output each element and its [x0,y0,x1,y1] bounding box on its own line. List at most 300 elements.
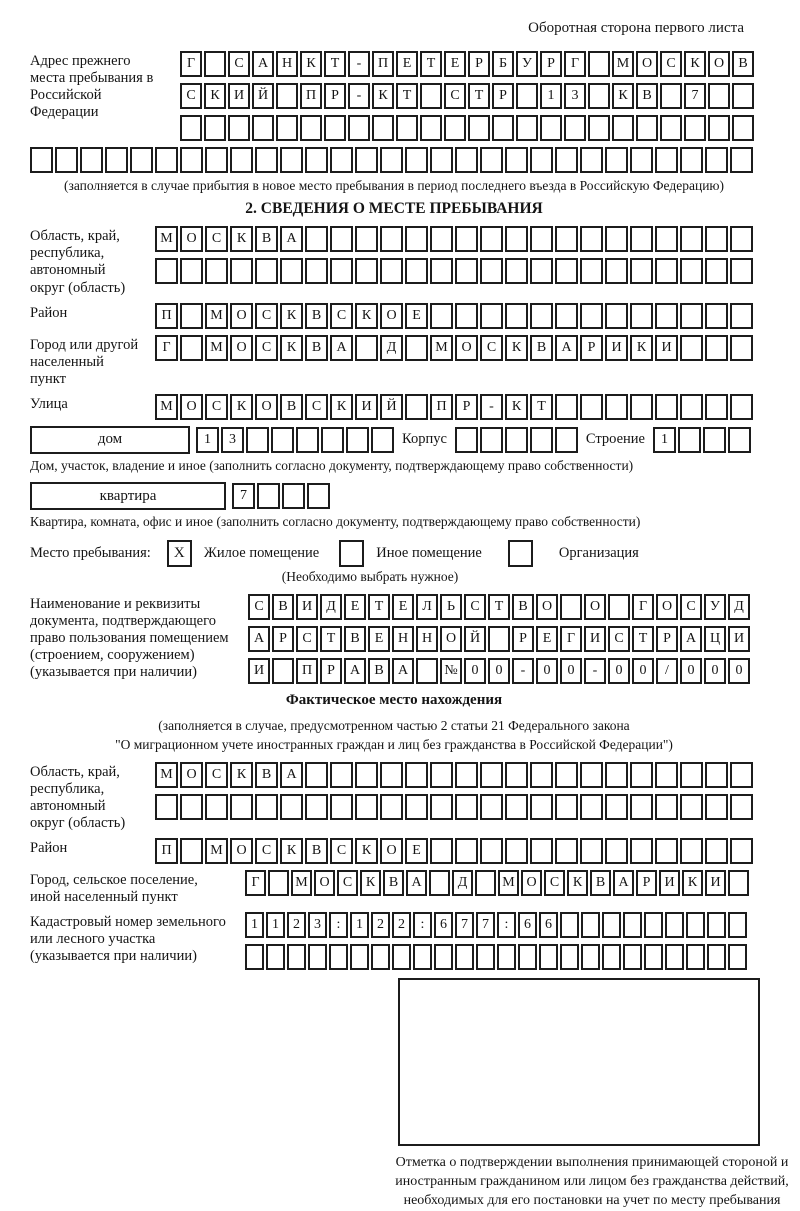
char-cell[interactable]: М [205,838,228,864]
char-cell[interactable] [180,794,203,820]
char-cell[interactable] [588,51,610,77]
char-cell[interactable] [705,226,728,252]
char-cell[interactable] [580,147,603,173]
char-cell[interactable] [518,944,537,970]
char-cell[interactable] [80,147,103,173]
char-cell[interactable] [655,303,678,329]
char-cell[interactable] [296,427,319,453]
char-cell[interactable]: С [480,335,503,361]
char-cell[interactable]: В [305,838,328,864]
char-cell[interactable]: Д [452,870,473,896]
char-cell[interactable]: А [330,335,353,361]
char-cell[interactable] [205,794,228,820]
char-cell[interactable] [505,427,528,453]
char-cell[interactable] [530,258,553,284]
char-cell[interactable] [530,147,553,173]
char-cell[interactable] [257,483,280,509]
char-cell[interactable] [655,394,678,420]
char-cell[interactable] [730,838,753,864]
char-cell[interactable]: О [656,594,678,620]
char-cell[interactable] [728,427,751,453]
char-cell[interactable] [555,303,578,329]
char-cell[interactable]: Ц [704,626,726,652]
char-cell[interactable] [430,258,453,284]
char-cell[interactable] [480,762,503,788]
char-cell[interactable] [329,944,348,970]
char-cell[interactable] [405,226,428,252]
char-cell[interactable] [380,794,403,820]
char-cell[interactable] [405,394,428,420]
char-cell[interactable] [130,147,153,173]
char-cell[interactable]: 0 [680,658,702,684]
char-cell[interactable] [530,762,553,788]
char-cell[interactable] [605,762,628,788]
char-cell[interactable]: К [230,762,253,788]
char-cell[interactable] [405,147,428,173]
char-cell[interactable] [480,794,503,820]
char-cell[interactable]: 3 [564,83,586,109]
char-cell[interactable] [392,944,411,970]
char-cell[interactable]: О [708,51,730,77]
char-cell[interactable]: Р [455,394,478,420]
char-cell[interactable] [380,147,403,173]
char-cell[interactable]: С [337,870,358,896]
char-cell[interactable]: А [680,626,702,652]
char-cell[interactable] [555,394,578,420]
char-cell[interactable]: К [355,838,378,864]
char-cell[interactable] [488,626,510,652]
char-cell[interactable] [644,912,663,938]
char-cell[interactable] [530,427,553,453]
char-cell[interactable] [530,303,553,329]
char-cell[interactable]: В [280,394,303,420]
char-cell[interactable] [728,870,749,896]
char-cell[interactable] [455,838,478,864]
char-cell[interactable] [708,115,730,141]
char-cell[interactable]: К [280,335,303,361]
char-cell[interactable]: К [360,870,381,896]
char-cell[interactable] [730,258,753,284]
char-cell[interactable] [380,226,403,252]
char-cell[interactable] [430,794,453,820]
char-cell[interactable] [707,912,726,938]
char-cell[interactable]: А [406,870,427,896]
char-cell[interactable]: В [305,335,328,361]
char-cell[interactable]: 6 [434,912,453,938]
char-cell[interactable]: Д [380,335,403,361]
char-cell[interactable] [429,870,450,896]
char-cell[interactable] [555,258,578,284]
char-cell[interactable]: К [280,303,303,329]
char-cell[interactable]: К [355,303,378,329]
char-cell[interactable]: Т [368,594,390,620]
char-cell[interactable] [728,944,747,970]
char-cell[interactable]: П [430,394,453,420]
char-cell[interactable] [413,944,432,970]
char-cell[interactable] [480,147,503,173]
char-cell[interactable]: В [272,594,294,620]
char-cell[interactable] [708,83,730,109]
char-cell[interactable]: 2 [392,912,411,938]
char-cell[interactable] [580,303,603,329]
char-cell[interactable]: О [380,838,403,864]
char-cell[interactable]: Н [392,626,414,652]
char-cell[interactable]: М [430,335,453,361]
char-cell[interactable]: В [305,303,328,329]
char-cell[interactable] [405,762,428,788]
char-cell[interactable]: Е [405,838,428,864]
char-cell[interactable] [728,912,747,938]
char-cell[interactable] [230,794,253,820]
char-cell[interactable]: О [584,594,606,620]
char-cell[interactable] [330,226,353,252]
char-cell[interactable] [276,83,298,109]
char-cell[interactable]: В [255,226,278,252]
char-cell[interactable]: 1 [196,427,219,453]
char-cell[interactable] [505,303,528,329]
char-cell[interactable] [230,147,253,173]
char-cell[interactable] [680,838,703,864]
char-cell[interactable] [730,394,753,420]
char-cell[interactable]: Е [396,51,418,77]
char-cell[interactable]: 6 [539,912,558,938]
char-cell[interactable] [372,115,394,141]
char-cell[interactable] [644,944,663,970]
char-cell[interactable]: С [228,51,250,77]
char-cell[interactable]: Т [324,51,346,77]
char-cell[interactable] [282,483,305,509]
char-cell[interactable] [705,335,728,361]
char-cell[interactable] [555,147,578,173]
char-cell[interactable] [730,147,753,173]
char-cell[interactable]: О [180,226,203,252]
char-cell[interactable]: К [682,870,703,896]
char-cell[interactable] [355,794,378,820]
char-cell[interactable] [276,115,298,141]
char-cell[interactable]: И [705,870,726,896]
char-cell[interactable] [630,147,653,173]
char-cell[interactable]: И [728,626,750,652]
char-cell[interactable] [204,51,226,77]
char-cell[interactable]: А [392,658,414,684]
char-cell[interactable]: С [464,594,486,620]
char-cell[interactable] [355,762,378,788]
char-cell[interactable] [705,147,728,173]
char-cell[interactable]: Ь [440,594,462,620]
char-cell[interactable]: И [605,335,628,361]
char-cell[interactable] [555,838,578,864]
char-cell[interactable] [636,115,658,141]
checkbox-organization[interactable] [508,540,533,567]
char-cell[interactable]: С [255,335,278,361]
char-cell[interactable]: П [372,51,394,77]
char-cell[interactable] [655,762,678,788]
char-cell[interactable]: А [252,51,274,77]
char-cell[interactable] [680,303,703,329]
char-cell[interactable]: 1 [540,83,562,109]
char-cell[interactable] [180,838,203,864]
char-cell[interactable]: - [512,658,534,684]
char-cell[interactable] [505,838,528,864]
char-cell[interactable] [705,258,728,284]
char-cell[interactable] [539,944,558,970]
char-cell[interactable]: В [530,335,553,361]
char-cell[interactable] [180,115,202,141]
char-cell[interactable] [630,394,653,420]
char-cell[interactable]: А [280,226,303,252]
char-cell[interactable] [205,147,228,173]
char-cell[interactable]: Й [252,83,274,109]
char-cell[interactable] [307,483,330,509]
char-cell[interactable] [660,115,682,141]
char-cell[interactable] [630,794,653,820]
char-cell[interactable] [680,335,703,361]
char-cell[interactable] [455,762,478,788]
char-cell[interactable]: Б [492,51,514,77]
char-cell[interactable]: С [330,838,353,864]
char-cell[interactable] [266,944,285,970]
char-cell[interactable] [581,944,600,970]
char-cell[interactable]: Р [540,51,562,77]
char-cell[interactable] [228,115,250,141]
char-cell[interactable]: К [230,226,253,252]
char-cell[interactable]: О [230,303,253,329]
char-cell[interactable] [665,944,684,970]
char-cell[interactable]: Р [656,626,678,652]
char-cell[interactable] [686,912,705,938]
char-cell[interactable]: 0 [536,658,558,684]
char-cell[interactable]: 1 [653,427,676,453]
char-cell[interactable]: В [383,870,404,896]
char-cell[interactable] [180,147,203,173]
char-cell[interactable] [703,427,726,453]
char-cell[interactable]: Р [272,626,294,652]
char-cell[interactable] [605,794,628,820]
char-cell[interactable]: К [630,335,653,361]
char-cell[interactable]: О [180,394,203,420]
char-cell[interactable]: И [228,83,250,109]
char-cell[interactable]: Н [416,626,438,652]
char-cell[interactable]: К [505,335,528,361]
char-cell[interactable] [480,258,503,284]
char-cell[interactable] [608,594,630,620]
char-cell[interactable]: И [355,394,378,420]
char-cell[interactable]: А [555,335,578,361]
char-cell[interactable]: С [180,83,202,109]
char-cell[interactable]: О [314,870,335,896]
char-cell[interactable] [155,794,178,820]
char-cell[interactable] [280,794,303,820]
char-cell[interactable]: М [498,870,519,896]
char-cell[interactable] [588,83,610,109]
char-cell[interactable] [732,115,754,141]
char-cell[interactable] [230,258,253,284]
char-cell[interactable]: Й [380,394,403,420]
char-cell[interactable]: С [248,594,270,620]
char-cell[interactable] [371,944,390,970]
char-cell[interactable] [305,794,328,820]
char-cell[interactable] [255,258,278,284]
char-cell[interactable] [605,303,628,329]
checkbox-other-premises[interactable] [339,540,364,567]
char-cell[interactable]: О [521,870,542,896]
char-cell[interactable]: Е [536,626,558,652]
char-cell[interactable] [255,794,278,820]
char-cell[interactable]: 7 [684,83,706,109]
char-cell[interactable] [705,762,728,788]
char-cell[interactable]: Е [344,594,366,620]
char-cell[interactable]: С [255,838,278,864]
char-cell[interactable]: О [636,51,658,77]
char-cell[interactable]: Р [512,626,534,652]
char-cell[interactable]: 7 [232,483,255,509]
char-cell[interactable] [580,394,603,420]
char-cell[interactable] [252,115,274,141]
char-cell[interactable] [630,226,653,252]
char-cell[interactable]: Р [636,870,657,896]
char-cell[interactable] [505,794,528,820]
char-cell[interactable]: К [280,838,303,864]
char-cell[interactable] [305,258,328,284]
char-cell[interactable]: Т [632,626,654,652]
char-cell[interactable] [505,762,528,788]
char-cell[interactable]: 3 [221,427,244,453]
char-cell[interactable] [30,147,53,173]
char-cell[interactable]: Т [320,626,342,652]
char-cell[interactable] [355,335,378,361]
char-cell[interactable] [612,115,634,141]
char-cell[interactable] [705,303,728,329]
char-cell[interactable] [330,258,353,284]
char-cell[interactable] [505,147,528,173]
char-cell[interactable] [680,794,703,820]
char-cell[interactable] [55,147,78,173]
char-cell[interactable] [204,115,226,141]
char-cell[interactable]: Т [396,83,418,109]
char-cell[interactable] [155,147,178,173]
char-cell[interactable]: С [255,303,278,329]
char-cell[interactable] [355,226,378,252]
char-cell[interactable] [492,115,514,141]
char-cell[interactable] [505,258,528,284]
char-cell[interactable] [480,226,503,252]
char-cell[interactable]: - [480,394,503,420]
char-cell[interactable]: С [444,83,466,109]
char-cell[interactable]: 7 [455,912,474,938]
char-cell[interactable] [155,258,178,284]
char-cell[interactable] [560,912,579,938]
char-cell[interactable] [300,115,322,141]
char-cell[interactable] [330,147,353,173]
char-cell[interactable] [655,794,678,820]
char-cell[interactable] [355,147,378,173]
char-cell[interactable] [530,794,553,820]
char-cell[interactable] [455,944,474,970]
char-cell[interactable]: И [655,335,678,361]
char-cell[interactable] [630,838,653,864]
char-cell[interactable] [560,594,582,620]
char-cell[interactable]: П [155,838,178,864]
char-cell[interactable] [655,258,678,284]
char-cell[interactable] [516,83,538,109]
char-cell[interactable] [420,115,442,141]
char-cell[interactable]: Е [405,303,428,329]
char-cell[interactable] [475,870,496,896]
char-cell[interactable] [271,427,294,453]
char-cell[interactable] [580,762,603,788]
char-cell[interactable]: Л [416,594,438,620]
char-cell[interactable]: О [440,626,462,652]
char-cell[interactable]: Г [564,51,586,77]
char-cell[interactable]: 2 [371,912,390,938]
char-cell[interactable]: О [230,335,253,361]
char-cell[interactable] [555,794,578,820]
char-cell[interactable]: К [612,83,634,109]
char-cell[interactable] [686,944,705,970]
char-cell[interactable]: С [330,303,353,329]
char-cell[interactable]: И [584,626,606,652]
char-cell[interactable]: Р [320,658,342,684]
char-cell[interactable] [272,658,294,684]
char-cell[interactable]: О [380,303,403,329]
char-cell[interactable] [420,83,442,109]
char-cell[interactable] [516,115,538,141]
char-cell[interactable]: / [656,658,678,684]
char-cell[interactable]: В [732,51,754,77]
char-cell[interactable]: В [636,83,658,109]
char-cell[interactable]: С [680,594,702,620]
char-cell[interactable] [180,258,203,284]
char-cell[interactable]: Р [324,83,346,109]
char-cell[interactable]: 0 [488,658,510,684]
char-cell[interactable] [730,335,753,361]
char-cell[interactable] [680,147,703,173]
char-cell[interactable] [455,794,478,820]
char-cell[interactable] [588,115,610,141]
char-cell[interactable]: - [348,51,370,77]
char-cell[interactable] [555,226,578,252]
char-cell[interactable] [405,335,428,361]
char-cell[interactable]: К [330,394,353,420]
char-cell[interactable]: П [296,658,318,684]
char-cell[interactable]: С [205,394,228,420]
char-cell[interactable] [180,335,203,361]
char-cell[interactable]: 0 [704,658,726,684]
char-cell[interactable] [380,258,403,284]
char-cell[interactable] [655,226,678,252]
char-cell[interactable] [430,226,453,252]
char-cell[interactable] [623,944,642,970]
char-cell[interactable] [655,147,678,173]
char-cell[interactable]: К [567,870,588,896]
char-cell[interactable]: Г [245,870,266,896]
char-cell[interactable] [605,258,628,284]
char-cell[interactable] [705,794,728,820]
char-cell[interactable]: Т [468,83,490,109]
char-cell[interactable] [678,427,701,453]
char-cell[interactable]: М [205,335,228,361]
char-cell[interactable]: О [536,594,558,620]
char-cell[interactable] [580,794,603,820]
char-cell[interactable]: - [584,658,606,684]
char-cell[interactable] [707,944,726,970]
char-cell[interactable] [280,258,303,284]
char-cell[interactable]: Г [180,51,202,77]
char-cell[interactable] [680,762,703,788]
char-cell[interactable]: М [291,870,312,896]
char-cell[interactable]: Р [580,335,603,361]
char-cell[interactable]: 0 [464,658,486,684]
